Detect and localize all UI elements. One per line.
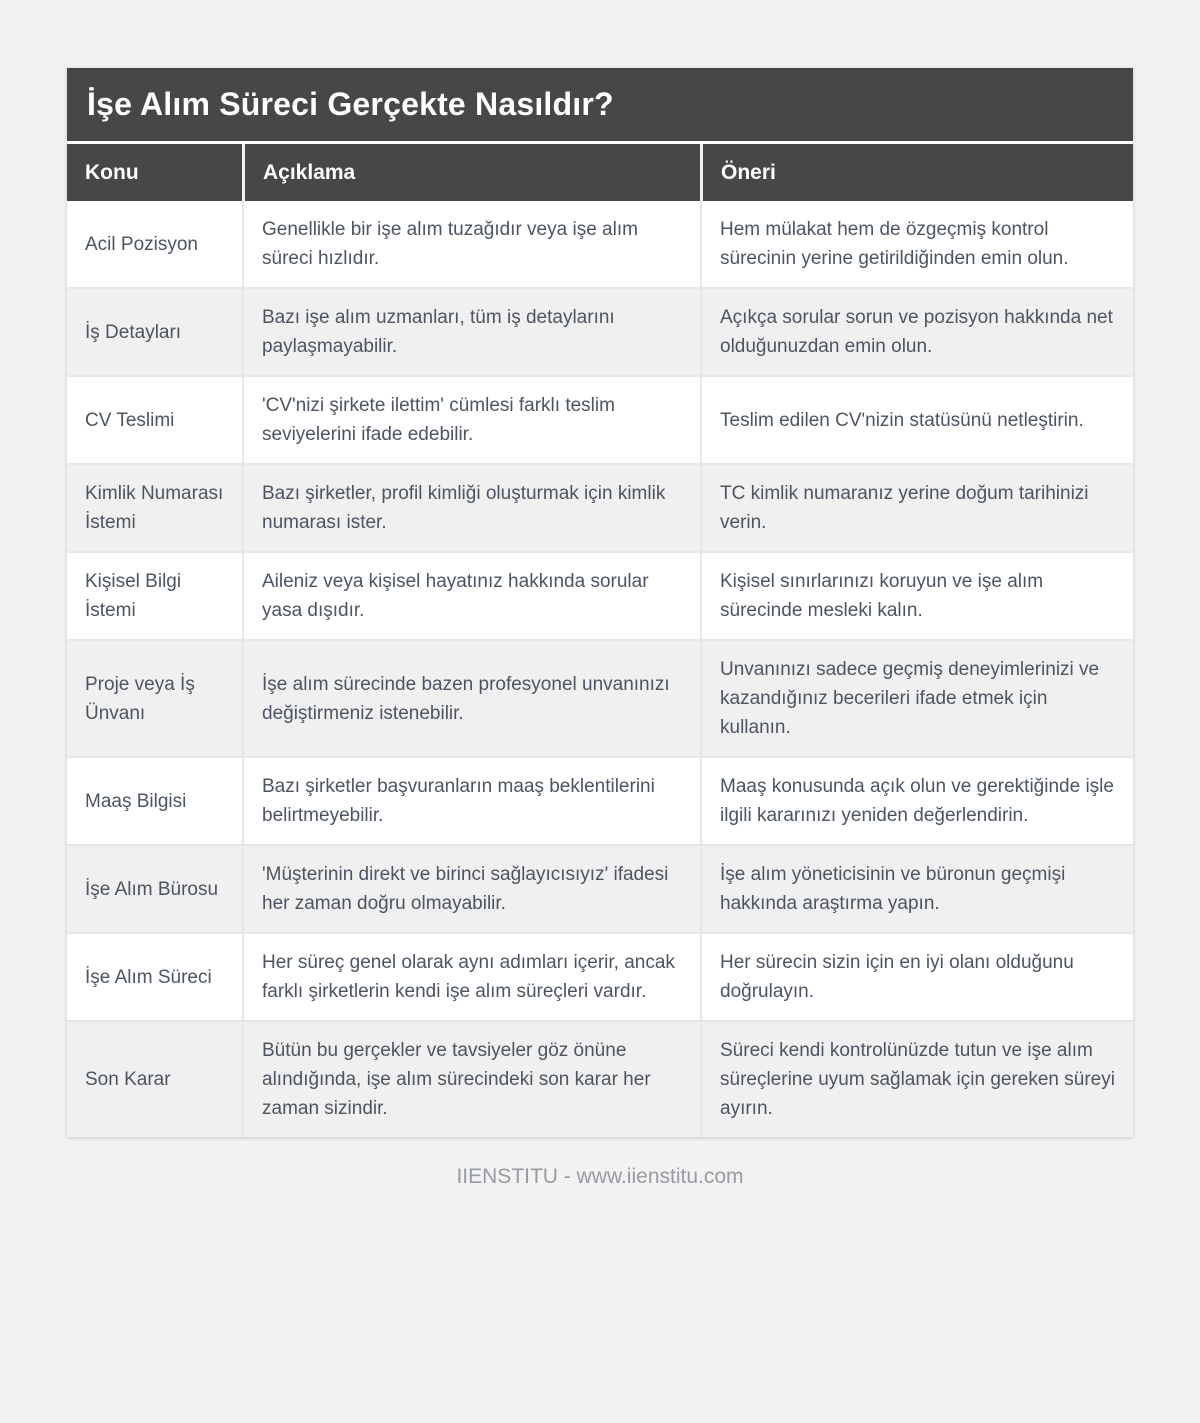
topic-cell: Proje veya İş Ünvanı: [67, 639, 242, 756]
description-cell: İşe alım sürecinde bazen profesyonel unvanınızı değiştirmeniz istenebilir.: [242, 639, 700, 756]
tip-cell: Açıkça sorular sorun ve pozisyon hakkında net olduğunuzdan emin olun.: [700, 287, 1133, 375]
description-cell: Bazı işe alım uzmanları, tüm iş detaylarını paylaşmayabilir.: [242, 287, 700, 375]
tip-cell: Kişisel sınırlarınızı koruyun ve işe alım sürecinde mesleki kalın.: [700, 551, 1133, 639]
description-cell: Her süreç genel olarak aynı adımları içerir, ancak farklı şirketlerin kendi işe alım süreçleri vardır.: [242, 932, 700, 1020]
description-cell: 'CV'nizi şirkete ilettim' cümlesi farklı teslim seviyelerini ifade edebilir.: [242, 375, 700, 463]
table-header-row: [67, 144, 1133, 201]
column-header-tip: Öneri: [700, 144, 1133, 201]
tip-cell: Maaş konusunda açık olun ve gerektiğinde işle ilgili kararınızı yeniden değerlendirin.: [700, 756, 1133, 844]
topic-cell: Acil Pozisyon: [67, 201, 242, 287]
topic-cell: Kimlik Numarası İstemi: [67, 463, 242, 551]
table-row: [67, 201, 1133, 287]
table-row: [67, 844, 1133, 932]
description-cell: 'Müşterinin direkt ve birinci sağlayıcısıyız' ifadesi her zaman doğru olmayabilir.: [242, 844, 700, 932]
table-row: [67, 375, 1133, 463]
tip-cell: Her sürecin sizin için en iyi olanı olduğunu doğrulayın.: [700, 932, 1133, 1020]
page-title: İşe Alım Süreci Gerçekte Nasıldır?: [67, 68, 1133, 141]
topic-cell: Maaş Bilgisi: [67, 756, 242, 844]
topic-cell: Kişisel Bilgi İstemi: [67, 551, 242, 639]
footer-branding: IIENSTITU - www.iienstitu.com: [456, 1165, 744, 1188]
column-header-description: Açıklama: [242, 144, 700, 201]
topic-cell: İş Detayları: [67, 287, 242, 375]
description-cell: Aileniz veya kişisel hayatınız hakkında sorular yasa dışıdır.: [242, 551, 700, 639]
topic-cell: Son Karar: [67, 1020, 242, 1137]
tip-cell: Süreci kendi kontrolünüzde tutun ve işe alım süreçlerine uyum sağlamak için gereken süreyi ayırın.: [700, 1020, 1133, 1137]
column-header-topic: Konu: [67, 144, 242, 201]
recruitment-table: [67, 144, 1133, 1137]
topic-cell: CV Teslimi: [67, 375, 242, 463]
table-row: [67, 287, 1133, 375]
topic-cell: İşe Alım Bürosu: [67, 844, 242, 932]
tip-cell: Unvanınızı sadece geçmiş deneyimlerinizi ve kazandığınız becerileri ifade etmek için kullanın.: [700, 639, 1133, 756]
table-row: [67, 639, 1133, 756]
description-cell: Bütün bu gerçekler ve tavsiyeler göz önüne alındığında, işe alım sürecindeki son karar her zaman sizindir.: [242, 1020, 700, 1137]
table-row: [67, 463, 1133, 551]
description-cell: Bazı şirketler, profil kimliği oluşturmak için kimlik numarası ister.: [242, 463, 700, 551]
table-row: [67, 1020, 1133, 1137]
table-row: [67, 932, 1133, 1020]
description-cell: Genellikle bir işe alım tuzağıdır veya işe alım süreci hızlıdır.: [242, 201, 700, 287]
description-cell: Bazı şirketler başvuranların maaş beklentilerini belirtmeyebilir.: [242, 756, 700, 844]
info-table-card: [67, 68, 1133, 1137]
table-row: [67, 551, 1133, 639]
tip-cell: İşe alım yöneticisinin ve büronun geçmişi hakkında araştırma yapın.: [700, 844, 1133, 932]
table-row: [67, 756, 1133, 844]
tip-cell: Hem mülakat hem de özgeçmiş kontrol sürecinin yerine getirildiğinden emin olun.: [700, 201, 1133, 287]
tip-cell: Teslim edilen CV'nizin statüsünü netleştirin.: [700, 375, 1133, 463]
tip-cell: TC kimlik numaranız yerine doğum tarihinizi verin.: [700, 463, 1133, 551]
topic-cell: İşe Alım Süreci: [67, 932, 242, 1020]
